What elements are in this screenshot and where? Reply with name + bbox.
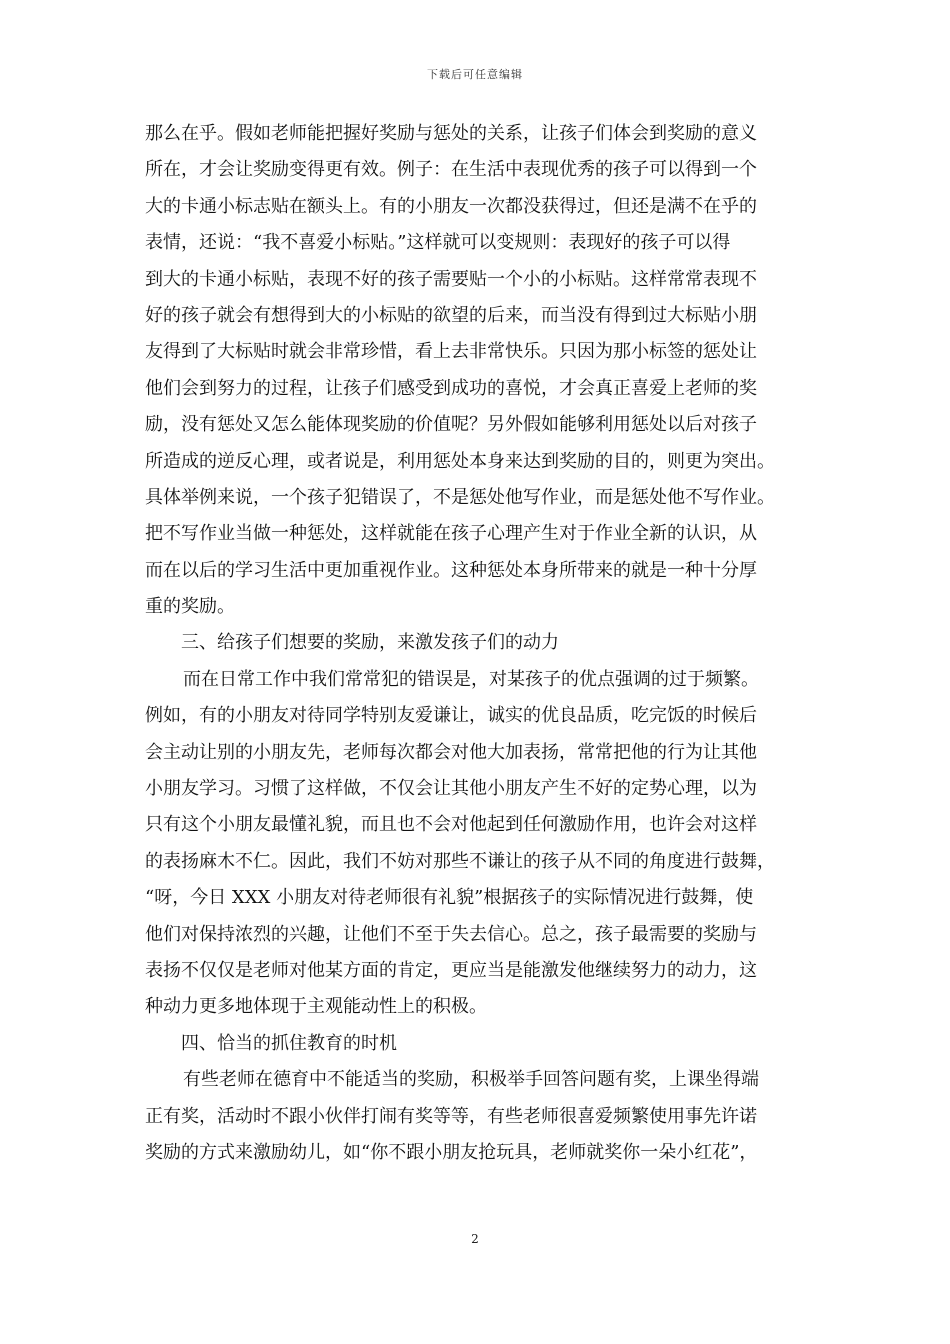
paragraph-line: 那么在乎。假如老师能把握好奖励与惩处的关系，让孩子们体会到奖励的意义 [145, 123, 757, 144]
paragraph-line: 他们会到努力的过程，让孩子们感受到成功的喜悦，才会真正喜爱上老师的奖 [145, 377, 757, 399]
paragraph-line: 而在以后的学习生活中更加重视作业。这种惩处本身所带来的就是一种十分厚 [145, 559, 757, 581]
paragraph-line: 有些老师在德育中不能适当的奖励，积极举手回答问题有奖，上课坐得端 [183, 1069, 759, 1091]
paragraph-line: 所造成的逆反心理，或者说是，利用惩处本身来达到奖励的目的，则更为突出。 [145, 450, 775, 472]
paragraph-line: 奖励的方式来激励幼儿，如“你不跟小朋友抢玩具，老师就奖你一朵小红花”， [145, 1141, 758, 1163]
paragraph-line: 只有这个小朋友最懂礼貌，而且也不会对他起到任何激励作用，也许会对这样 [145, 814, 757, 836]
document-body [145, 116, 810, 1171]
paragraph-line: 重的奖励。 [145, 596, 235, 618]
paragraph-line: 会主动让别的小朋友先，老师每次都会对他大加表扬，常常把他的行为让其他 [145, 741, 757, 763]
paragraph-line: “呀，今日 XXX 小朋友对待老师很有礼貌”根据孩子的实际情况进行鼓舞，使 [145, 887, 754, 909]
paragraph-line: 到大的卡通小标贴，表现不好的孩子需要贴一个小的小标贴。这样常常表现不 [145, 268, 757, 290]
paragraph-line: 所在，才会让奖励变得更有效。例子：在生活中表现优秀的孩子可以得到一个 [145, 159, 757, 181]
paragraph-line: 例如，有的小朋友对待同学特别友爱谦让，诚实的优良品质，吃完饭的时候后 [145, 705, 757, 727]
paragraph-line: 而在日常工作中我们常常犯的错误是，对某孩子的优点强调的过于频繁。 [183, 668, 759, 690]
header-note: 下载后可任意编辑 [427, 68, 523, 81]
paragraph-line: 小朋友学习。习惯了这样做，不仅会让其他小朋友产生不好的定势心理，以为 [145, 778, 757, 800]
paragraph-line: 友得到了大标贴时就会非常珍惜，看上去非常快乐。只因为那小标签的惩处让 [145, 341, 757, 363]
paragraph-line: 励，没有惩处又怎么能体现奖励的价值呢？另外假如能够利用惩处以后对孩子 [145, 414, 757, 436]
paragraph-line: 正有奖，活动时不跟小伙伴打闹有奖等等，有些老师很喜爱频繁使用事先许诺 [145, 1105, 757, 1127]
paragraph-line: 表情，还说：“我不喜爱小标贴。”这样就可以变规则：表现好的孩子可以得 [145, 232, 731, 254]
paragraph-line: 种动力更多地体现于主观能动性上的积极。 [145, 996, 487, 1018]
paragraph-line: 具体举例来说，一个孩子犯错误了，不是惩处他写作业，而是惩处他不写作业。 [145, 486, 775, 508]
section-heading-four: 四、恰当的抓住教育的时机 [181, 1032, 397, 1054]
section-heading-three: 三、给孩子们想要的奖励，来激发孩子们的动力 [181, 632, 559, 654]
paragraph-line: 的表扬麻木不仁。因此，我们不妨对那些不谦让的孩子从不同的角度进行鼓舞， [145, 850, 775, 872]
paragraph-line: 他们对保持浓烈的兴趣，让他们不至于失去信心。总之，孩子最需要的奖励与 [145, 923, 757, 945]
paragraph-line: 好的孩子就会有想得到大的小标贴的欲望的后来，而当没有得到过大标贴小朋 [145, 304, 757, 326]
page-number: 2 [471, 1232, 479, 1246]
paragraph-line: 大的卡通小标志贴在额头上。有的小朋友一次都没获得过，但还是满不在乎的 [145, 195, 757, 217]
paragraph-line: 表扬不仅仅是老师对他某方面的肯定，更应当是能激发他继续努力的动力，这 [145, 959, 757, 981]
paragraph-line: 把不写作业当做一种惩处，这样就能在孩子心理产生对于作业全新的认识，从 [145, 523, 757, 545]
